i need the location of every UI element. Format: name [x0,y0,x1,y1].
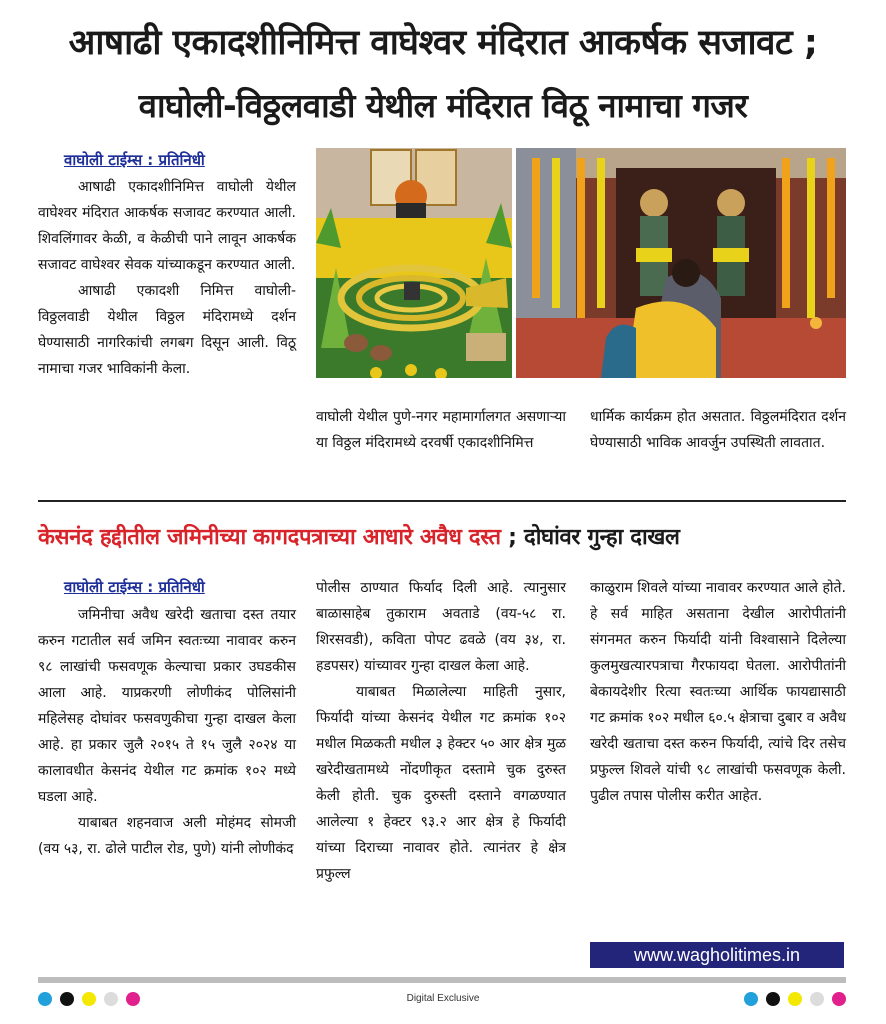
registration-dot-black-right [766,992,780,1006]
footer-bar [38,977,846,983]
article2-col2-paragraph-1: पोलीस ठाण्यात फिर्याद दिली आहे. त्यानुसार बाळासाहेब तुकाराम अवताडे (वय-५८ रा. शिरसवडी), कविता पोपट ढवळे (वय ३४, रा. हडपसर) यांच्यावर गुन्हा दाखल केला आहे. [316,580,566,674]
article1-below-photo-left [316,404,566,456]
article1-below-photo-right [590,404,846,456]
registration-dot-black [60,992,74,1006]
article2-col1-paragraph-2: याबाबत शहनवाज अली मोहंमद सोमजी (वय ५३, रा. ढोले पाटील रोड, पुणे) यांनी लोणीकंद [38,815,296,857]
article2-column-3 [590,575,846,809]
registration-dot-cyan [38,992,52,1006]
website-url[interactable]: www.wagholitimes.in [590,942,844,968]
registration-dot-yellow [82,992,96,1006]
registration-dot-grey [104,992,118,1006]
article1-paragraph-1: आषाढी एकादशीनिमित्त वाघोली येथील वाघेश्वर मंदिरात आकर्षक सजावट करण्यात आली. शिवलिंगावर केळी, व केळीची पाने लावून आकर्षक सजावट वाघेश्वर सेवक यांच्याकडून करण्यात आली. [38,179,296,273]
registration-dot-yellow-right [788,992,802,1006]
article2-headline-red: केसनंद हद्दीतील जमिनीच्या कागदपत्राच्या आधारे अवैध दस्त [38,525,501,550]
article2-col2-paragraph-2: याबाबत मिळालेल्या माहिती नुसार, फिर्यादी यांच्या केसनंद येथील गट क्रमांक १०२ मधील मिळकती मधील ३ हेक्टर ५० आर क्षेत्र मुळ खरेदीखतामध्ये नोंदणीकृत दस्तामे चुक दुरुस्त केली होती. चुक दुरुस्ती दस्ताने वगळण्यात आलेल्या १ हेक्टर ९३.२ आर क्षेत्र हे फिर्यादी यांच्या दिराच्या नावावर होते. त्यानंतर हे क्षेत्र प्रफुल्ल [316,684,566,882]
article2-byline: वाघोली टाईम्स : प्रतिनिधी [64,578,205,596]
article2-col3-paragraph-1: काळुराम शिवले यांच्या नावावर करण्यात आले होते. हे सर्व माहित असताना देखील आरोपीतांनी संगनमत करुन फिर्यादी यांनी विश्वासाने दिलेल्या कुलमुखत्यारपत्राचा गैरफायदा घेतला. आरोपीतांनी बेकायदेशीर रित्या स्वतःच्या आर्थिक फायद्यासाठी गट क्रमांक १०२ मधील ६०.५ क्षेत्राचा दुबार व अवैध खरेदी खताचा दस्त करुन फिर्यादी, त्यांचे दिर तसेच प्रफुल्ल शिवले यांची ९८ लाखांची फसवणूक केली. पुढील तपास पोलीस करीत आहेत. [590,580,846,804]
article1-below-photo-right-text: धार्मिक कार्यक्रम होत असतात. विठ्ठलमंदिरात दर्शन घेण्यासाठी भाविक आवर्जुन उपस्थिती लावतात. [590,409,846,451]
registration-dot-magenta-right [832,992,846,1006]
article1-byline: वाघोली टाईम्स : प्रतिनिधी [64,151,205,169]
article1-below-photo-left-text: वाघोली येथील पुणे-नगर महामार्गालगत असणाऱ्या या विठ्ठल मंदिरामध्ये दरवर्षी एकादशीनिमित्त [316,409,566,451]
photo-vitthal-rukmini-idols [516,148,846,378]
photo-wagheshwar-shivling-decoration [316,148,512,378]
article2-column-1 [38,602,296,862]
headline-line-2: वाघोली-विठ्ठलवाडी येथील मंदिरात विठू नामाचा गजर [138,86,748,125]
section-divider [38,500,846,502]
article1-left-column [38,174,296,382]
registration-dot-grey-right [810,992,824,1006]
article2-headline [38,521,858,551]
headline-line-1: आषाढी एकादशीनिमित्त वाघेश्वर मंदिरात आकर्षक सजावट ; [68,23,818,63]
article1-paragraph-2: आषाढी एकादशी निमित्त वाघोली-विठ्ठलवाडी येथील विठ्ठल मंदिरामध्ये दर्शन घेण्यासाठी नागरिकांची लगबग दिसून आली. विठू नामाचा गजर भाविकांनी केला. [38,283,296,377]
article2-col1-paragraph-1: जमिनीचा अवैध खरेदी खताचा दस्त तयार करुन गटातील सर्व जमिन स्वतःच्या नावावर करुन ९८ लाखांची फसवणूक केल्याचा प्रकार उघडकीस आला आहे. याप्रकरणी लोणीकंद पोलिसांनी महिलेसह दोघांवर फसवणुकीचा गुन्हा दाखल केला आहे. हा प्रकार जुलै २०१५ ते १५ जुलै २०२४ या कालावधीत केसनंद येथील गट क्रमांक १०२ मध्ये घडला आहे. [38,607,296,805]
article2-headline-black: ; दोघांवर गुन्हा दाखल [500,525,680,550]
footer-text: Digital Exclusive [406,993,480,1004]
article2-column-2 [316,575,566,887]
registration-dot-magenta [126,992,140,1006]
registration-dot-cyan-right [744,992,758,1006]
